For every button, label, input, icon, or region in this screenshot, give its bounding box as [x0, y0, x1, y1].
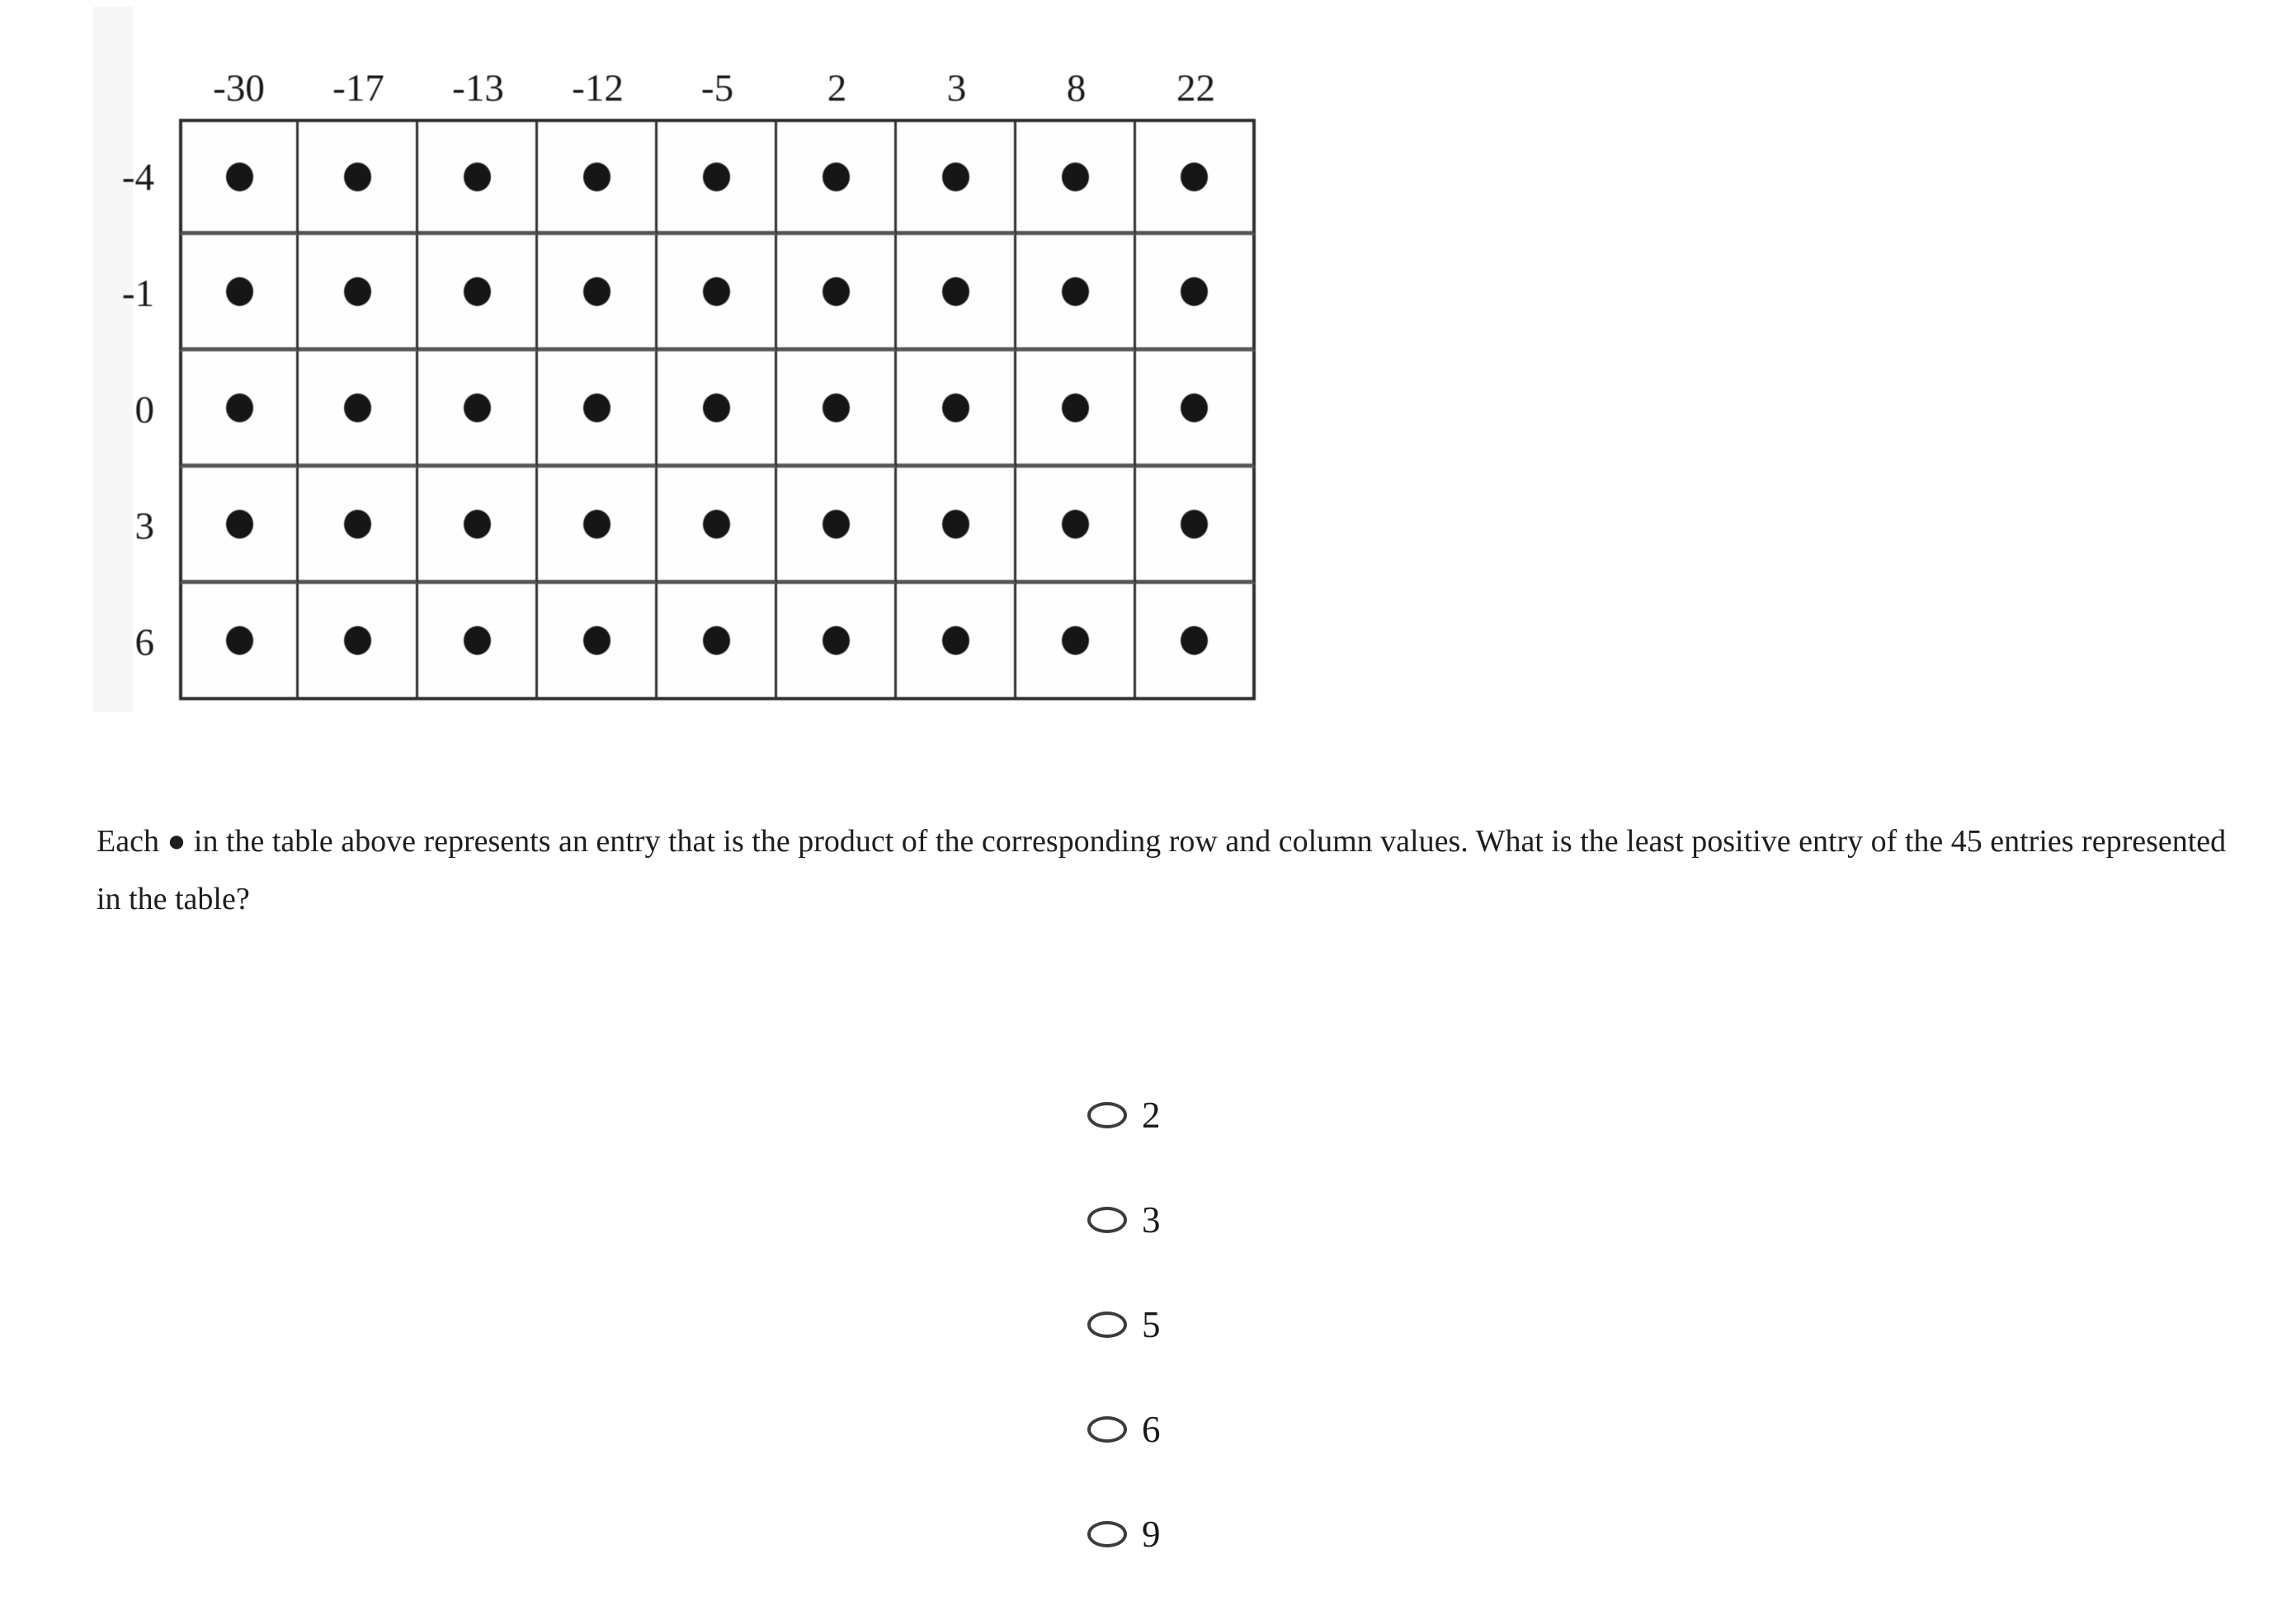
- table-cell: [777, 468, 897, 584]
- dot-icon: [583, 510, 611, 539]
- table-cell: [1016, 468, 1136, 584]
- dot-icon: [823, 510, 850, 539]
- table-cell: [777, 351, 897, 468]
- table-cell: [658, 119, 777, 235]
- dot-icon: [464, 626, 491, 655]
- table-cell: [179, 235, 299, 351]
- table-cell: [897, 468, 1016, 584]
- dot-icon: [344, 277, 371, 306]
- option-row-2[interactable]: [1087, 1096, 1161, 1134]
- table-cell: [897, 584, 1016, 700]
- dot-icon: [1181, 626, 1208, 655]
- table-cell: [538, 119, 658, 235]
- table-cell: [538, 468, 658, 584]
- radio-button[interactable]: [1087, 1102, 1127, 1128]
- dot-icon: [464, 162, 491, 191]
- table-cell: [299, 235, 418, 351]
- table-cell: [179, 468, 299, 584]
- table-cell: [777, 119, 897, 235]
- radio-button[interactable]: [1087, 1312, 1127, 1338]
- table-cell: [777, 584, 897, 700]
- dot-icon: [226, 277, 253, 306]
- column-header: 3: [946, 67, 967, 110]
- column-header: -30: [213, 67, 265, 110]
- dot-icon: [1181, 162, 1208, 191]
- table-cell: [658, 235, 777, 351]
- dot-icon: [344, 162, 371, 191]
- table-cell: [299, 351, 418, 468]
- option-row-3[interactable]: [1087, 1201, 1161, 1239]
- table-cell: [1136, 119, 1256, 235]
- dot-icon: [1062, 162, 1089, 191]
- row-header: 3: [134, 504, 154, 548]
- column-header: 22: [1176, 67, 1215, 110]
- dot-icon: [464, 393, 491, 422]
- column-header: -13: [452, 67, 504, 110]
- dot-icon: [703, 510, 730, 539]
- table-cell: [777, 235, 897, 351]
- dot-icon: [1062, 277, 1089, 306]
- table-cell: [538, 584, 658, 700]
- option-label: 6: [1142, 1408, 1161, 1450]
- product-table-figure: [88, 61, 1256, 700]
- dot-icon: [583, 277, 611, 306]
- column-header: -5: [700, 67, 734, 110]
- radio-button[interactable]: [1087, 1416, 1127, 1443]
- row-header: -4: [121, 155, 154, 199]
- dot-icon: [1181, 277, 1208, 306]
- table-cell: [179, 119, 299, 235]
- table-cell: [299, 119, 418, 235]
- radio-button[interactable]: [1087, 1521, 1127, 1547]
- option-label: 9: [1142, 1513, 1161, 1555]
- table-cell: [418, 468, 538, 584]
- dot-icon: [942, 277, 969, 306]
- dot-icon: [942, 162, 969, 191]
- dot-icon: [344, 510, 371, 539]
- dot-icon: [942, 393, 969, 422]
- dot-icon: [1062, 626, 1089, 655]
- dot-icon: [823, 162, 850, 191]
- table-cell: [1016, 584, 1136, 700]
- column-header: -17: [332, 67, 384, 110]
- dot-icon: [583, 162, 611, 191]
- table-cell: [1016, 119, 1136, 235]
- dot-icon: [1181, 393, 1208, 422]
- dot-icon: [226, 162, 253, 191]
- table-corner: [88, 61, 179, 119]
- row-header: -1: [121, 271, 154, 315]
- dot-icon: [226, 626, 253, 655]
- table-cell: [179, 584, 299, 700]
- column-header: 2: [827, 67, 847, 110]
- table-cell: [418, 351, 538, 468]
- table-cell: [658, 351, 777, 468]
- table-cell: [658, 584, 777, 700]
- table-cell: [1016, 351, 1136, 468]
- table-cell: [1016, 235, 1136, 351]
- dot-icon: [823, 393, 850, 422]
- dot-icon: [1181, 510, 1208, 539]
- dot-icon: [583, 626, 611, 655]
- answer-options: [1087, 1096, 1161, 1620]
- option-label: 5: [1142, 1303, 1161, 1345]
- dot-icon: [942, 510, 969, 539]
- table-cell: [179, 351, 299, 468]
- option-row-5[interactable]: [1087, 1303, 1161, 1345]
- option-row-6[interactable]: [1087, 1410, 1161, 1448]
- table-cell: [299, 584, 418, 700]
- dot-icon: [703, 277, 730, 306]
- dot-icon: [583, 393, 611, 422]
- row-header: 6: [134, 620, 154, 664]
- dot-icon: [823, 277, 850, 306]
- question-text: Each ● in the table above represents an entry that is the product of the corresponding row and column values. What is the least positive entry of the 45 entries represented in the table?: [97, 824, 2227, 916]
- dot-icon: [703, 626, 730, 655]
- table-cell: [1136, 584, 1256, 700]
- table-cell: [1136, 351, 1256, 468]
- dot-icon: [226, 510, 253, 539]
- column-header: -12: [572, 67, 624, 110]
- table-cell: [538, 351, 658, 468]
- row-header: 0: [134, 388, 154, 431]
- option-label: 3: [1142, 1199, 1161, 1241]
- table-cell: [658, 468, 777, 584]
- table-cell: [897, 235, 1016, 351]
- table-cell: [418, 119, 538, 235]
- dot-icon: [464, 510, 491, 539]
- dot-icon: [703, 162, 730, 191]
- dot-icon: [344, 626, 371, 655]
- column-header: 8: [1066, 67, 1087, 110]
- table-cell: [1136, 235, 1256, 351]
- table-cell: [418, 235, 538, 351]
- dot-icon: [1062, 510, 1089, 539]
- dot-icon: [703, 393, 730, 422]
- table-cell: [897, 119, 1016, 235]
- table-cell: [299, 468, 418, 584]
- table-cell: [897, 351, 1016, 468]
- dot-icon: [823, 626, 850, 655]
- option-label: 2: [1142, 1094, 1161, 1136]
- table-cell: [1136, 468, 1256, 584]
- dot-icon: [942, 626, 969, 655]
- dot-icon: [226, 393, 253, 422]
- table-cell: [538, 235, 658, 351]
- dot-icon: [344, 393, 371, 422]
- dot-icon: [464, 277, 491, 306]
- radio-button[interactable]: [1087, 1207, 1127, 1233]
- option-row-9[interactable]: [1087, 1515, 1161, 1553]
- dot-icon: [1062, 393, 1089, 422]
- table-cell: [418, 584, 538, 700]
